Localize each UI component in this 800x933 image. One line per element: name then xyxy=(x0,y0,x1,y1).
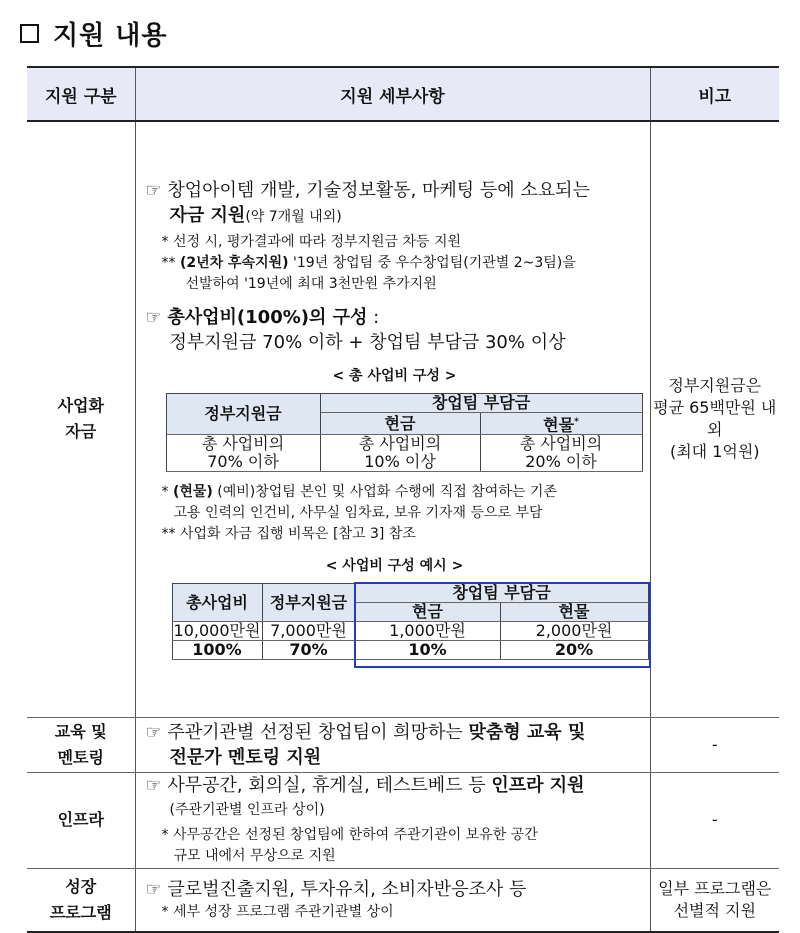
bullet-paren: (약 7개월 내외) xyxy=(245,209,342,226)
category-line: 자금 xyxy=(65,422,97,442)
cell-header: 현물* xyxy=(480,413,642,435)
bullet-item xyxy=(146,773,644,823)
note-prefix: * xyxy=(161,484,173,501)
note-bold: (2년차 후속지원) xyxy=(179,255,289,272)
remark-line: (최대 1억원) xyxy=(669,442,760,462)
highlight-box xyxy=(354,582,651,668)
note-prefix: ** xyxy=(161,255,180,272)
cell-text: 10% 이상 xyxy=(364,452,436,472)
bullet-item xyxy=(146,178,644,230)
cell-text: 총 사업비의 xyxy=(519,434,603,454)
checkbox-icon xyxy=(20,24,39,43)
budget-composition-table xyxy=(166,393,643,472)
support-table xyxy=(27,66,779,933)
cell-header: 정부지원금 xyxy=(262,584,355,622)
cell-text: 현물 xyxy=(543,415,575,435)
details-growth xyxy=(135,868,650,932)
cell: 10,000만원 xyxy=(173,621,261,641)
section-title-text: 지원 내용 xyxy=(53,20,168,51)
cell-header: 정부지원금 xyxy=(166,394,320,435)
note-line: ** 사업화 자금 집행 비목은 [참고 3] 참조 xyxy=(161,526,416,543)
cell-header: 현금 xyxy=(355,603,500,622)
section-title xyxy=(20,16,168,50)
details-funding xyxy=(135,121,650,717)
cell: 10% xyxy=(355,641,500,660)
details-mentoring xyxy=(135,717,650,772)
category-line: 프로그램 xyxy=(49,902,112,922)
budget-example-wrapper xyxy=(172,583,648,660)
note-line xyxy=(162,482,644,503)
category-line: 사업화 xyxy=(57,396,104,416)
category-mentoring xyxy=(27,717,135,772)
note-block xyxy=(146,232,644,295)
remark-line: 평균 65백만원 내외 xyxy=(653,398,777,440)
bullet-bold: 총사업비(100%)의 구성 xyxy=(167,307,368,329)
cell: 100% xyxy=(172,641,262,660)
note-line xyxy=(162,253,644,274)
note-bold: (현물) xyxy=(172,484,213,501)
bullet-paren: (주관기관별 인프라 상이) xyxy=(169,802,325,818)
cell-header: 창업팀 부담금 xyxy=(355,584,648,603)
cell-header: 창업팀 부담금 xyxy=(320,394,642,413)
remark-funding xyxy=(650,121,779,717)
cell: 1,000만원 xyxy=(355,622,500,641)
category-funding xyxy=(27,121,135,717)
bullet-text: 사무공간, 회의실, 휴게실, 테스트베드 등 xyxy=(167,775,492,796)
cell xyxy=(480,435,642,472)
note-line: 선발하여 '19년에 최대 3천만원 추가지원 xyxy=(185,276,437,293)
cell-text: 20% 이하 xyxy=(525,452,597,472)
category-infra: 인프라 xyxy=(27,772,135,868)
bullet-text: : xyxy=(367,307,380,329)
bullet-bold: 인프라 지원 xyxy=(491,775,585,796)
header-remarks: 비고 xyxy=(650,67,779,121)
header-details: 지원 세부사항 xyxy=(135,67,650,121)
remark-line: 일부 프로그램은 xyxy=(658,878,772,898)
category-line: 멘토링 xyxy=(57,747,104,767)
note-text: (예비)창업팀 본인 및 사업화 수행에 직접 참여하는 기존 xyxy=(212,484,557,501)
table-row-growth xyxy=(27,868,779,932)
table-row-funding xyxy=(27,121,779,717)
bullet-text: 정부지원금 70% 이하 + 창업팀 부담금 30% 이상 xyxy=(169,332,566,354)
note-line: * 세부 성장 프로그램 주관기관별 상이 xyxy=(161,903,394,920)
bullet-text: 주관기관별 선정된 창업팀이 희망하는 xyxy=(167,721,469,743)
table-row-infra xyxy=(27,772,779,868)
bullet-text: 글로벌진출지원, 투자유치, 소비자반응조사 등 xyxy=(167,878,527,900)
pointing-hand-icon: ☞ xyxy=(145,721,162,743)
note-line: * 사무공간은 선정된 창업팀에 한하여 주관기관이 보유한 공간 xyxy=(161,827,538,843)
note-line: 고용 인력의 인건비, 사무실 임차료, 보유 기자재 등으로 부담 xyxy=(173,505,543,522)
note-line: 규모 내에서 무상으로 지원 xyxy=(173,848,336,864)
remark-growth xyxy=(650,868,779,932)
cell: 7,000만원 xyxy=(262,622,355,641)
bullet-item xyxy=(146,305,644,355)
cell-header: 총사업비 xyxy=(172,584,262,622)
bullet-item xyxy=(146,877,644,902)
remark-infra: - xyxy=(650,772,779,868)
pointing-hand-icon: ☞ xyxy=(145,180,162,202)
cell-text: 총 사업비의 xyxy=(201,434,285,454)
cell-text: 70% 이하 xyxy=(207,452,279,472)
category-line: 교육 및 xyxy=(54,721,107,741)
bullet-bold: 맞춤형 교육 및 xyxy=(468,721,586,743)
note-text: '19년 창업팀 중 우수창업팀(기관별 2~3팀)을 xyxy=(288,255,576,272)
category-line: 성장 xyxy=(65,876,97,896)
details-infra xyxy=(135,772,650,868)
cell-text: 총 사업비의 xyxy=(358,434,442,454)
note-line: * 선정 시, 평가결과에 따라 정부지원금 차등 지원 xyxy=(161,234,462,251)
remark-line: 선별적 지원 xyxy=(673,900,756,920)
cell-header: 현물 xyxy=(500,603,648,622)
category-growth xyxy=(27,868,135,932)
bullet-text: 창업아이템 개발, 기술정보활동, 마케팅 등에 소요되는 xyxy=(167,180,590,202)
table-caption: < 사업비 구성 예시 > xyxy=(325,558,464,575)
pointing-hand-icon: ☞ xyxy=(145,307,162,329)
note-block xyxy=(146,825,644,867)
bullet-bold: 자금 지원 xyxy=(169,205,246,227)
bullet-item xyxy=(146,720,644,770)
pointing-hand-icon: ☞ xyxy=(145,878,162,900)
pointing-hand-icon: ☞ xyxy=(145,775,162,796)
table-header-row xyxy=(27,67,779,121)
table-row-mentoring xyxy=(27,717,779,772)
remark-line: 정부지원금은 xyxy=(668,376,762,396)
cell xyxy=(320,435,480,472)
cell xyxy=(166,435,320,472)
bullet-bold: 전문가 멘토링 지원 xyxy=(169,746,322,768)
table-caption: < 총 사업비 구성 > xyxy=(332,368,457,385)
cell: 20% xyxy=(500,641,648,660)
cell-header: 현금 xyxy=(320,413,480,435)
cell: 2,000만원 xyxy=(500,622,648,641)
note-block xyxy=(146,482,644,545)
cell: 70% xyxy=(262,641,355,660)
header-category: 지원 구분 xyxy=(27,67,135,121)
remark-mentoring: - xyxy=(650,717,779,772)
